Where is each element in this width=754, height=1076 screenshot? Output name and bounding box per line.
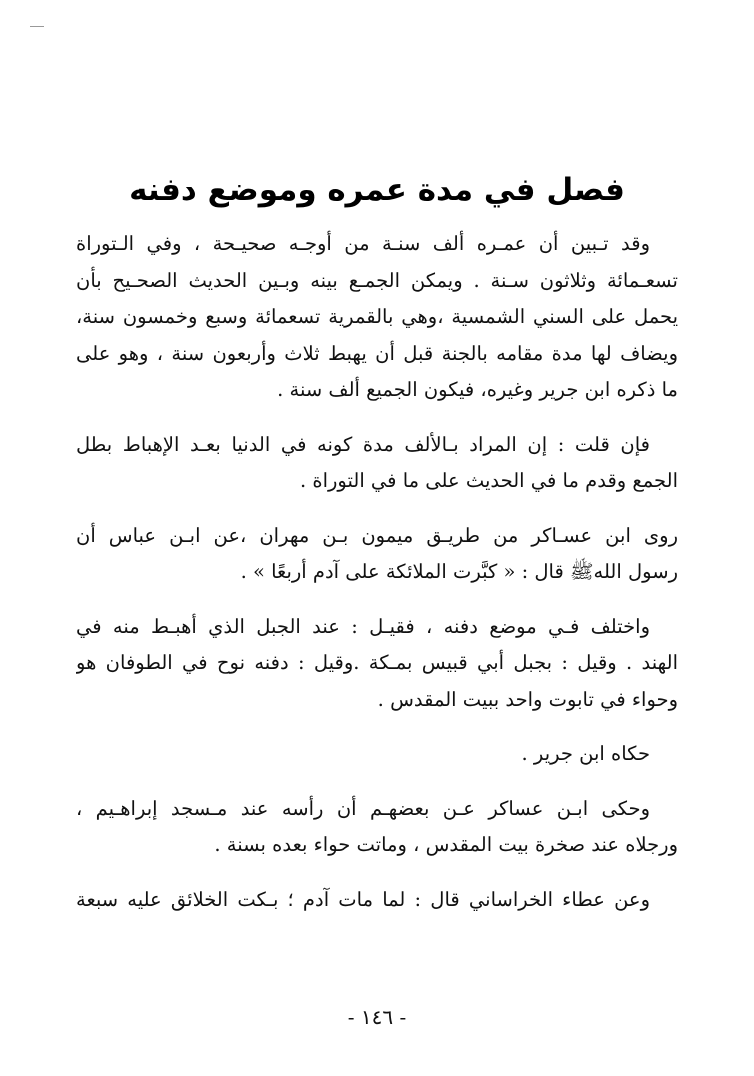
text-line: وعن عطاء الخراساني قال : لما مات آدم ؛ بـكت الخلائق عليه سبعة: [76, 887, 650, 911]
paragraph: [76, 226, 678, 409]
paragraph: [76, 518, 678, 591]
paragraph: [76, 609, 678, 719]
paragraph: [76, 791, 678, 864]
text-line: رسول اللهﷺ قال : « كبَّرت الملائكة على آدم أربعًا » .: [240, 560, 678, 583]
body-text: [76, 226, 678, 936]
text-line: وحكى ابـن عساكر عـن بعضهـم أن رأسه عند مـسجد إبراهـيم ،: [76, 796, 650, 820]
text-line: ورجلاه عند صخرة بيت المقدس ، وماتت حواء بعده بسنة .: [214, 833, 678, 856]
text-line: الهند . وقيل : بجبل أبي قبيس بمـكة .وقيل : دفنه نوح في الطوفان هو: [76, 651, 678, 674]
text-line: روى ابن عسـاكر من طريـق ميمون بـن مهران ،عن ابـن عباس أن: [76, 523, 678, 547]
page-number: - ١٤٦ -: [347, 1005, 407, 1029]
text-line: ما ذكره ابن جرير وغيره، فيكون الجميع ألف سنة .: [277, 378, 678, 401]
text-line: ويضاف لها مدة مقامه بالجنة قبل أن يهبط ثلاث وأربعون سنة ، وهو على: [76, 341, 678, 365]
text-line: واختلف فـي موضع دفنه ، فقيـل : عند الجبل الذي أهبـط منه في: [76, 614, 650, 638]
text-line: حكاه ابن جرير .: [521, 742, 650, 765]
chapter-title: فصل في مدة عمره وموضع دفنه: [129, 172, 625, 208]
text-line: وقد تـبين أن عمـره ألف سنـة من أوجـه صحيـحة ، وفي الـتوراة: [76, 232, 650, 255]
paragraph: [76, 427, 678, 500]
text-line: الجمع وقدم ما في الحديث على ما في التوراة .: [299, 469, 678, 492]
scan-mark: [30, 26, 44, 27]
paragraph: [76, 882, 678, 919]
text-line: وحواء في تابوت واحد ببيت المقدس .: [377, 687, 678, 711]
text-line: يحمل على السني الشمسية ،وهي بالقمرية تسعمائة وسبع وخمسون سنة،: [76, 305, 678, 328]
paragraph: [76, 736, 678, 773]
text-line: فإن قلت : إن المراد بـالألف مدة كونه في الدنيا بعـد الإهباط بطل: [76, 432, 650, 456]
text-line: تسعـمائة وثلاثون سـنة . ويمكن الجمـع بينه وبـين الحديث الصحـيح بأن: [76, 268, 678, 292]
